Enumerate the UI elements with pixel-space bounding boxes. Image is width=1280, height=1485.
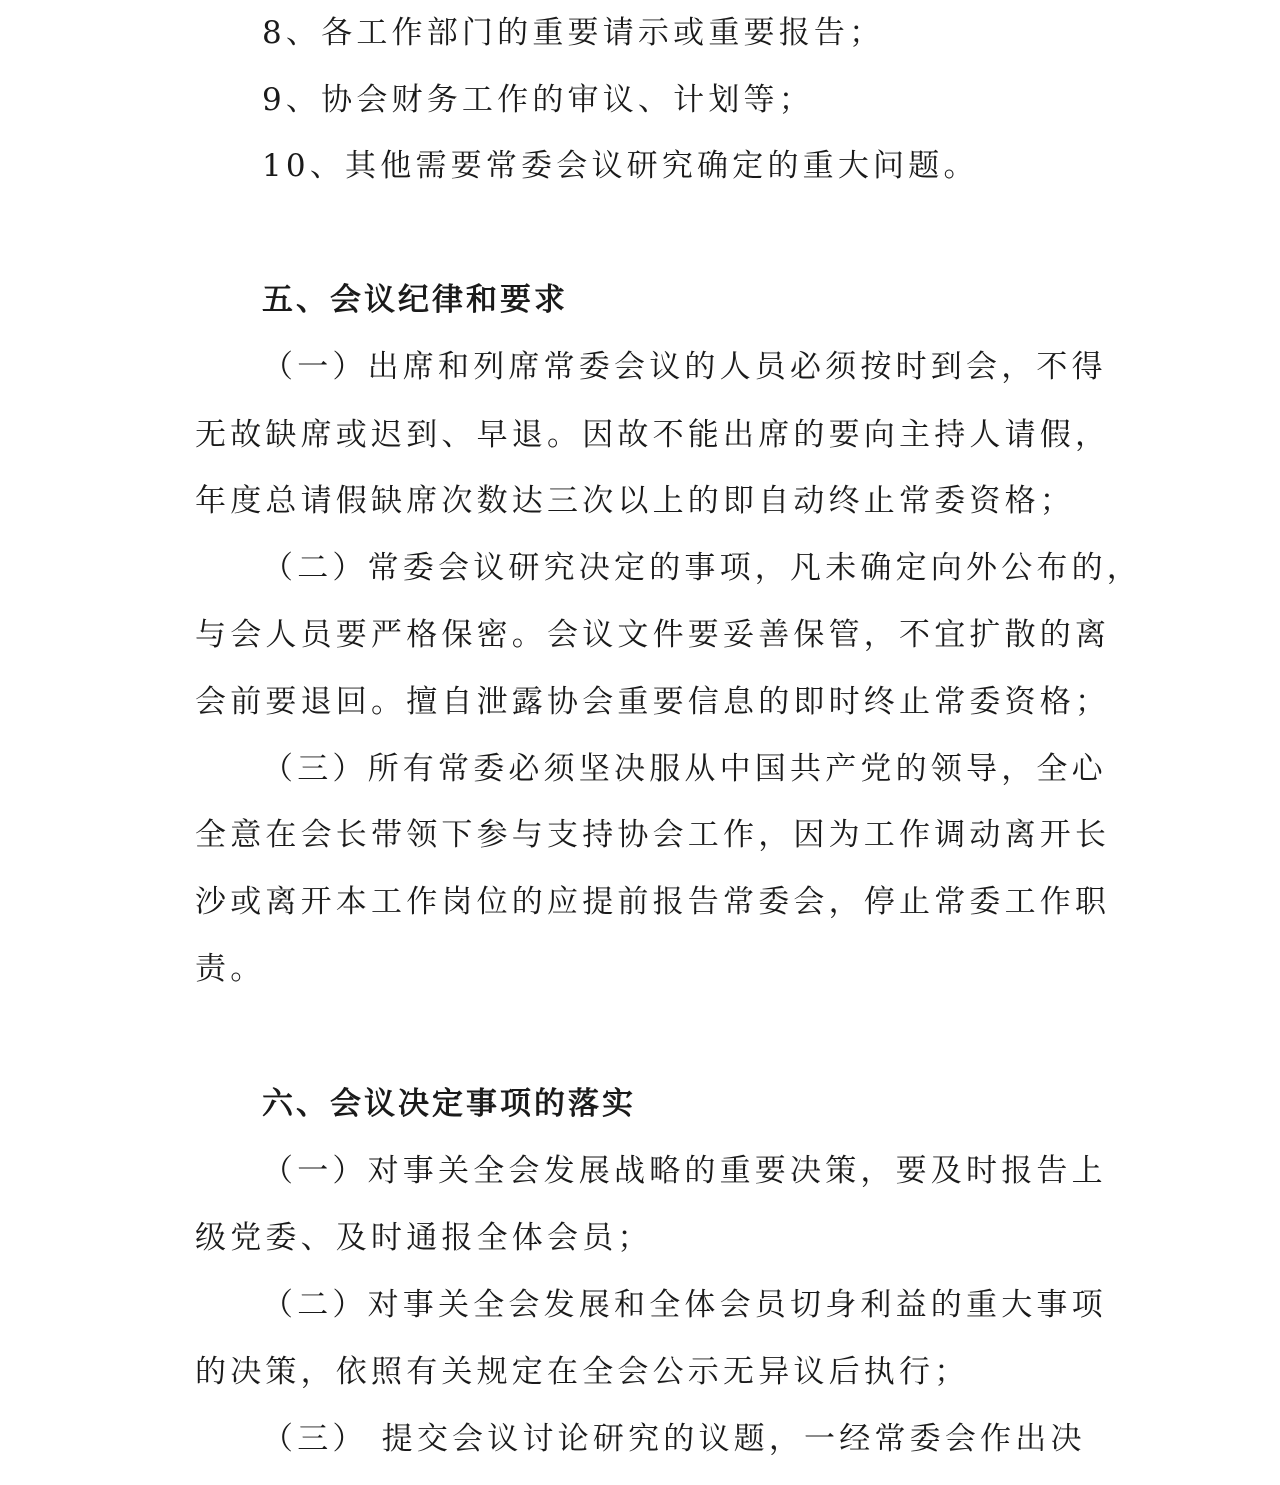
section-5-paragraph-line: 沙或离开本工作岗位的应提前报告常委会，停止常委工作职 — [195, 884, 1111, 920]
section-6-paragraph-line: （三） 提交会议讨论研究的议题，一经常委会作出决 — [262, 1421, 1086, 1457]
section-6-paragraph-line: （一）对事关全会发展战略的重要决策，要及时报告上 — [262, 1153, 1107, 1189]
section-5-paragraph-line: 无故缺席或迟到、早退。因故不能出席的要向主持人请假， — [195, 417, 1111, 453]
section-5-paragraph-line: （三）所有常委必须坚决服从中国共产党的领导，全心 — [262, 751, 1107, 787]
list-item-8: 8、各工作部门的重要请示或重要报告； — [262, 15, 885, 51]
list-item-10: 10、其他需要常委会议研究确定的重大问题。 — [262, 148, 979, 184]
section-6-paragraph-line: （二）对事关全会发展和全体会员切身利益的重大事项 — [262, 1287, 1107, 1323]
section-5-paragraph-line: 年度总请假缺席次数达三次以上的即自动终止常委资格； — [195, 483, 1075, 519]
section-5-paragraph-line: 会前要退回。擅自泄露协会重要信息的即时终止常委资格； — [195, 684, 1111, 720]
section-5-paragraph-line: （一）出席和列席常委会议的人员必须按时到会，不得 — [262, 349, 1107, 385]
section-5-paragraph-line: 责。 — [195, 951, 266, 987]
section-6-heading: 六、会议决定事项的落实 — [262, 1086, 636, 1122]
list-item-9: 9、协会财务工作的审议、计划等； — [262, 82, 814, 118]
section-5-paragraph-line: （二）常委会议研究决定的事项，凡未确定向外公布的， — [262, 550, 1142, 586]
section-5-paragraph-line: 与会人员要严格保密。会议文件要妥善保管，不宜扩散的离 — [195, 617, 1111, 653]
section-5-heading: 五、会议纪律和要求 — [262, 282, 568, 318]
section-6-paragraph-line: 的决策，依照有关规定在全会公示无异议后执行； — [195, 1354, 970, 1390]
section-5-paragraph-line: 全意在会长带领下参与支持协会工作，因为工作调动离开长 — [195, 817, 1111, 853]
section-6-paragraph-line: 级党委、及时通报全体会员； — [195, 1220, 653, 1256]
